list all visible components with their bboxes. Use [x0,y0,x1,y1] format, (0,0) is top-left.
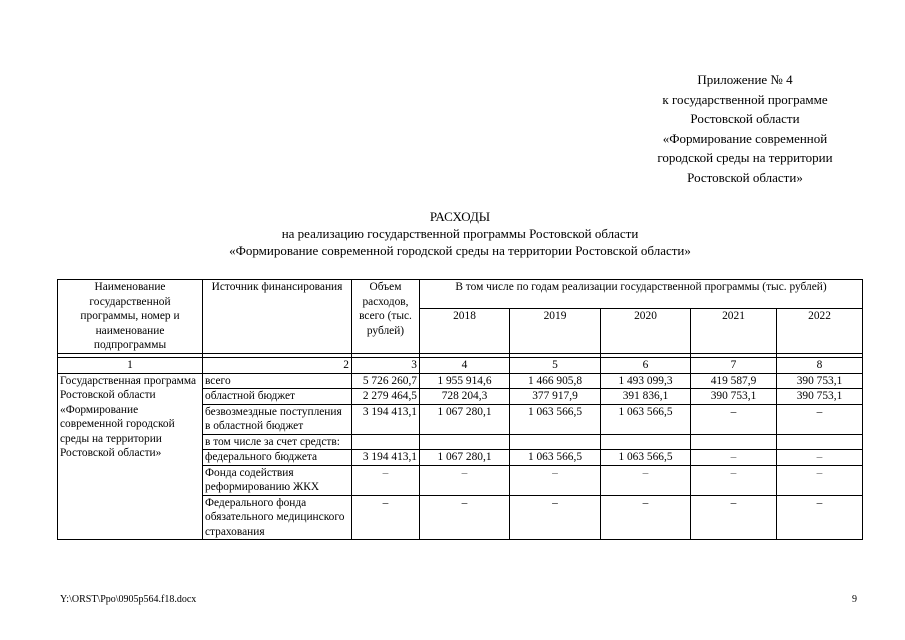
value-cell: 3 194 413,1 [352,450,420,466]
header-year: 2018 [420,309,510,354]
value-cell: 2 279 464,5 [352,389,420,405]
column-number: 4 [420,358,510,374]
value-cell: 377 917,9 [510,389,601,405]
value-cell: 728 204,3 [420,389,510,405]
column-number: 7 [691,358,777,374]
header-year: 2022 [777,309,863,354]
value-cell: – [420,465,510,495]
value-cell [691,434,777,450]
value-cell: – [352,465,420,495]
header-source: Источник финансирования [203,280,352,354]
source-cell: в том числе за счет средств: [203,434,352,450]
value-cell: 1 063 566,5 [510,404,601,434]
source-cell: областной бюджет [203,389,352,405]
value-cell: 3 194 413,1 [352,404,420,434]
header-volume: Объем расходов, всего (тыс. рублей) [352,280,420,354]
value-cell: 5 726 260,7 [352,373,420,389]
column-number: 6 [601,358,691,374]
value-cell [352,434,420,450]
appendix-line: к государственной программе [662,91,828,107]
value-cell: – [420,495,510,540]
value-cell: – [510,495,601,540]
value-cell [777,434,863,450]
value-cell: 391 836,1 [601,389,691,405]
value-cell: 1 063 566,5 [510,450,601,466]
heading-title: РАСХОДЫ [429,209,491,224]
value-cell: – [777,465,863,495]
column-number: 8 [777,358,863,374]
header-years-group: В том числе по годам реализации государственной программы (тыс. рублей) [420,280,863,309]
value-cell [420,434,510,450]
source-cell: федерального бюджета [203,450,352,466]
heading-program-name: «Формирование современной городской среды на территории Ростовской области» [229,243,691,258]
value-cell: 1 063 566,5 [601,450,691,466]
value-cell: 419 587,9 [691,373,777,389]
value-cell: – [601,465,691,495]
value-cell: 390 753,1 [691,389,777,405]
value-cell: – [691,404,777,434]
value-cell: – [691,450,777,466]
column-number: 2 [203,358,352,374]
value-cell: – [777,450,863,466]
value-cell: 1 466 905,8 [510,373,601,389]
table-row [58,373,863,389]
value-cell [601,434,691,450]
value-cell: 1 063 566,5 [601,404,691,434]
value-cell: – [691,495,777,540]
column-number: 1 [58,358,203,374]
value-cell: 390 753,1 [777,373,863,389]
source-cell: Фонда содействия реформированию ЖКХ [203,465,352,495]
value-cell: – [601,495,691,540]
appendix-line: Ростовской области» [687,169,803,185]
footer-file-path: Y:\ORST\Ppo\0905p564.f18.docx [60,594,197,605]
appendix-block [620,70,870,187]
appendix-line: «Формирование современной [662,130,828,146]
expenses-table [57,279,863,540]
value-cell: – [777,495,863,540]
value-cell: – [777,404,863,434]
value-cell: 1 955 914,6 [420,373,510,389]
value-cell: 1 493 099,3 [601,373,691,389]
heading-subtitle: на реализацию государственной программы Ростовской области [281,226,639,241]
program-name-cell: Государственная программа Ростовской области «Формирование современной городской среды на территории Ростовской области» [58,373,203,540]
header-year: 2021 [691,309,777,354]
value-cell: – [691,465,777,495]
source-cell: всего [203,373,352,389]
header-year: 2019 [510,309,601,354]
column-number-row [58,358,863,374]
appendix-line: Приложение № 4 [697,72,793,87]
value-cell: – [510,465,601,495]
header-name: Наименование государственной программы, номер и наименование подпрограммы [58,280,203,354]
appendix-line: городской среды на территории [657,150,833,165]
value-cell: 390 753,1 [777,389,863,405]
value-cell [510,434,601,450]
source-cell: Федерального фонда обязательного медицинского страхования [203,495,352,540]
appendix-line: Ростовской области [690,111,800,126]
value-cell: 1 067 280,1 [420,404,510,434]
source-cell: безвозмездные поступления в областной бюджет [203,404,352,434]
column-number: 5 [510,358,601,374]
document-heading [0,208,905,259]
page-number: 9 [852,594,857,605]
value-cell: – [352,495,420,540]
header-row [58,280,863,309]
header-year: 2020 [601,309,691,354]
value-cell: 1 067 280,1 [420,450,510,466]
column-number: 3 [352,358,420,374]
